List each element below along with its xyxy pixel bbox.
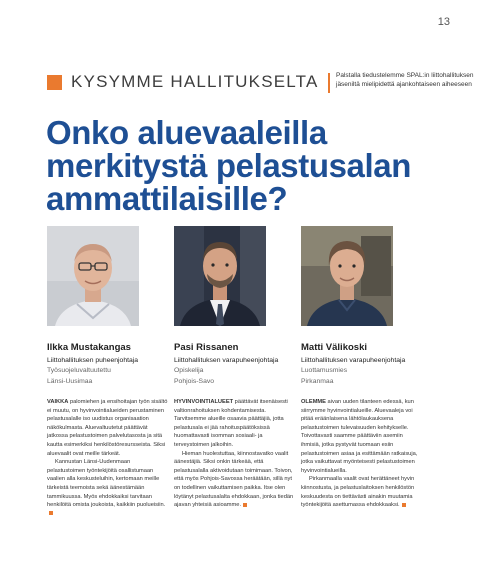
respondent-region: Pirkanmaa [301,378,334,385]
section-description: Palstalla tiedustelemme SPAL:in liittohallituksen jäseniltä mielipidettä ajankohtaiseen aiheeseen [336,72,474,88]
respondent-name: Matti Välikoski [301,342,367,353]
answer-paragraph: Hieman huolestuttaa, kiinnostavatko vaalit äänestäjiä. Siksi onkin tärkeää, että pelastusalalla aktivoidutaan toimimaan. Toivon, että myös Pohjois-Savossa heräätään, sillä nyt on todellinen vaikuttamisen paikka. Itse olen löytänyt pelastusalalta ehdokkaan, jonka tiedän ajavan yhteisiä asioamme. [174,450,294,509]
article-headline [46,116,446,215]
kicker-square-icon [47,75,62,90]
end-mark-icon [402,503,406,507]
respondent-column [47,226,175,518]
section-kicker [47,72,474,98]
answer-lead: VAIKKA [47,399,69,405]
respondent-name: Ilkka Mustakangas [47,342,131,353]
portrait-photo [47,226,139,326]
kicker-divider [328,73,330,93]
respondent-name: Pasi Rissanen [174,342,239,353]
respondent-occupation: Työsuojeluvaltuutettu [47,367,111,374]
headline-line-2: merkitystä pelastusalan [46,147,411,184]
respondent-answer [301,398,423,510]
answer-paragraph: aivan uuden tilanteen edessä, kun siirrymme hyvinvointialueille. Aluevaaleja voi pitää eräänlaisena lähtölaukauksena pelastustoimen tulevaisuuden kehitykselle. Toivottavasti saamme päättäviin asemiin ihmisiä, jotka pystyvät tuomaan esiin pelastustoimen asiaa ja esittämään ratkaisuja, jotka vaikuttavat myönteisesti pelastustoimen hyvinvointialueilla. [301,399,418,474]
answer-paragraph: palomiehen ja ensihoitajan työn sisältö ei muutu, on hyvinvointialueiden perustaminen pelastusalalle iso uudistus organisaation näkökulmasta. Aluevaltuutetut päättävät jatkossa pelastustoimen palvelutasosta ja sitä kautta esimerkiksi henkilöstöresursseista. Siksi aluevaalit ovat meille tärkeät. [47,399,168,457]
headline-line-1: Onko aluevaaleilla [46,114,327,151]
answer-paragraph: Kannustan Länsi-Uudenmaan pelastustoimen työntekijöitä osallistumaan vaalien alla keskusteluihin, kertomaan meille tärkeistä teemoista sekä äänestämään tammikuussa. Myös ehdokkaiksi tarvitaan henkilöitä omista joukoista, kaikkiin puolueisiin. [47,459,166,509]
respondent-column [301,226,429,510]
respondent-role: Liittohallituksen varapuheenjohtaja [174,357,279,364]
headline-line-3: ammattilaisille? [46,180,288,217]
answer-paragraph: Pirkanmaalla vaalit ovat herättäneet hyvin kiinnostusta, ja pelastuslaitoksen henkilöstön keskuudesta on tiettävästi ainakin muutamia työntekijöitä asettumassa ehdokkaaksi. [301,476,415,509]
respondent-answer [47,398,169,518]
respondent-column [174,226,302,510]
answer-paragraph: päättävät itsenäisesti valtionrahoituksen kohdentamisesta. Tarvitsemme alueille osaavia päättäjiä, jotta pelastusala ei jää rahoituspäätöksissä huomattavasti isomman sosiaali- ja terveystoimen jalkoihin. [174,399,288,448]
respondent-role: Liittohallituksen varapuheenjohtaja [301,357,406,364]
respondent-role: Liittohallituksen puheenjohtaja [47,357,139,364]
respondent-occupation: Opiskelija [174,367,204,374]
respondent-region: Länsi-Uusimaa [47,378,93,385]
section-title: KYSYMME HALLITUKSELTA [71,72,319,91]
respondent-answer [174,398,296,510]
answer-lead: HYVINVOINTIALUEET [174,399,234,405]
answer-lead: OLEMME [301,399,326,405]
portrait-photo [174,226,266,326]
end-mark-icon [49,511,53,515]
end-mark-icon [243,503,247,507]
page-number: 13 [437,16,450,28]
respondent-region: Pohjois-Savo [174,378,215,385]
portrait-photo [301,226,393,326]
respondent-occupation: Luottamusmies [301,367,348,374]
